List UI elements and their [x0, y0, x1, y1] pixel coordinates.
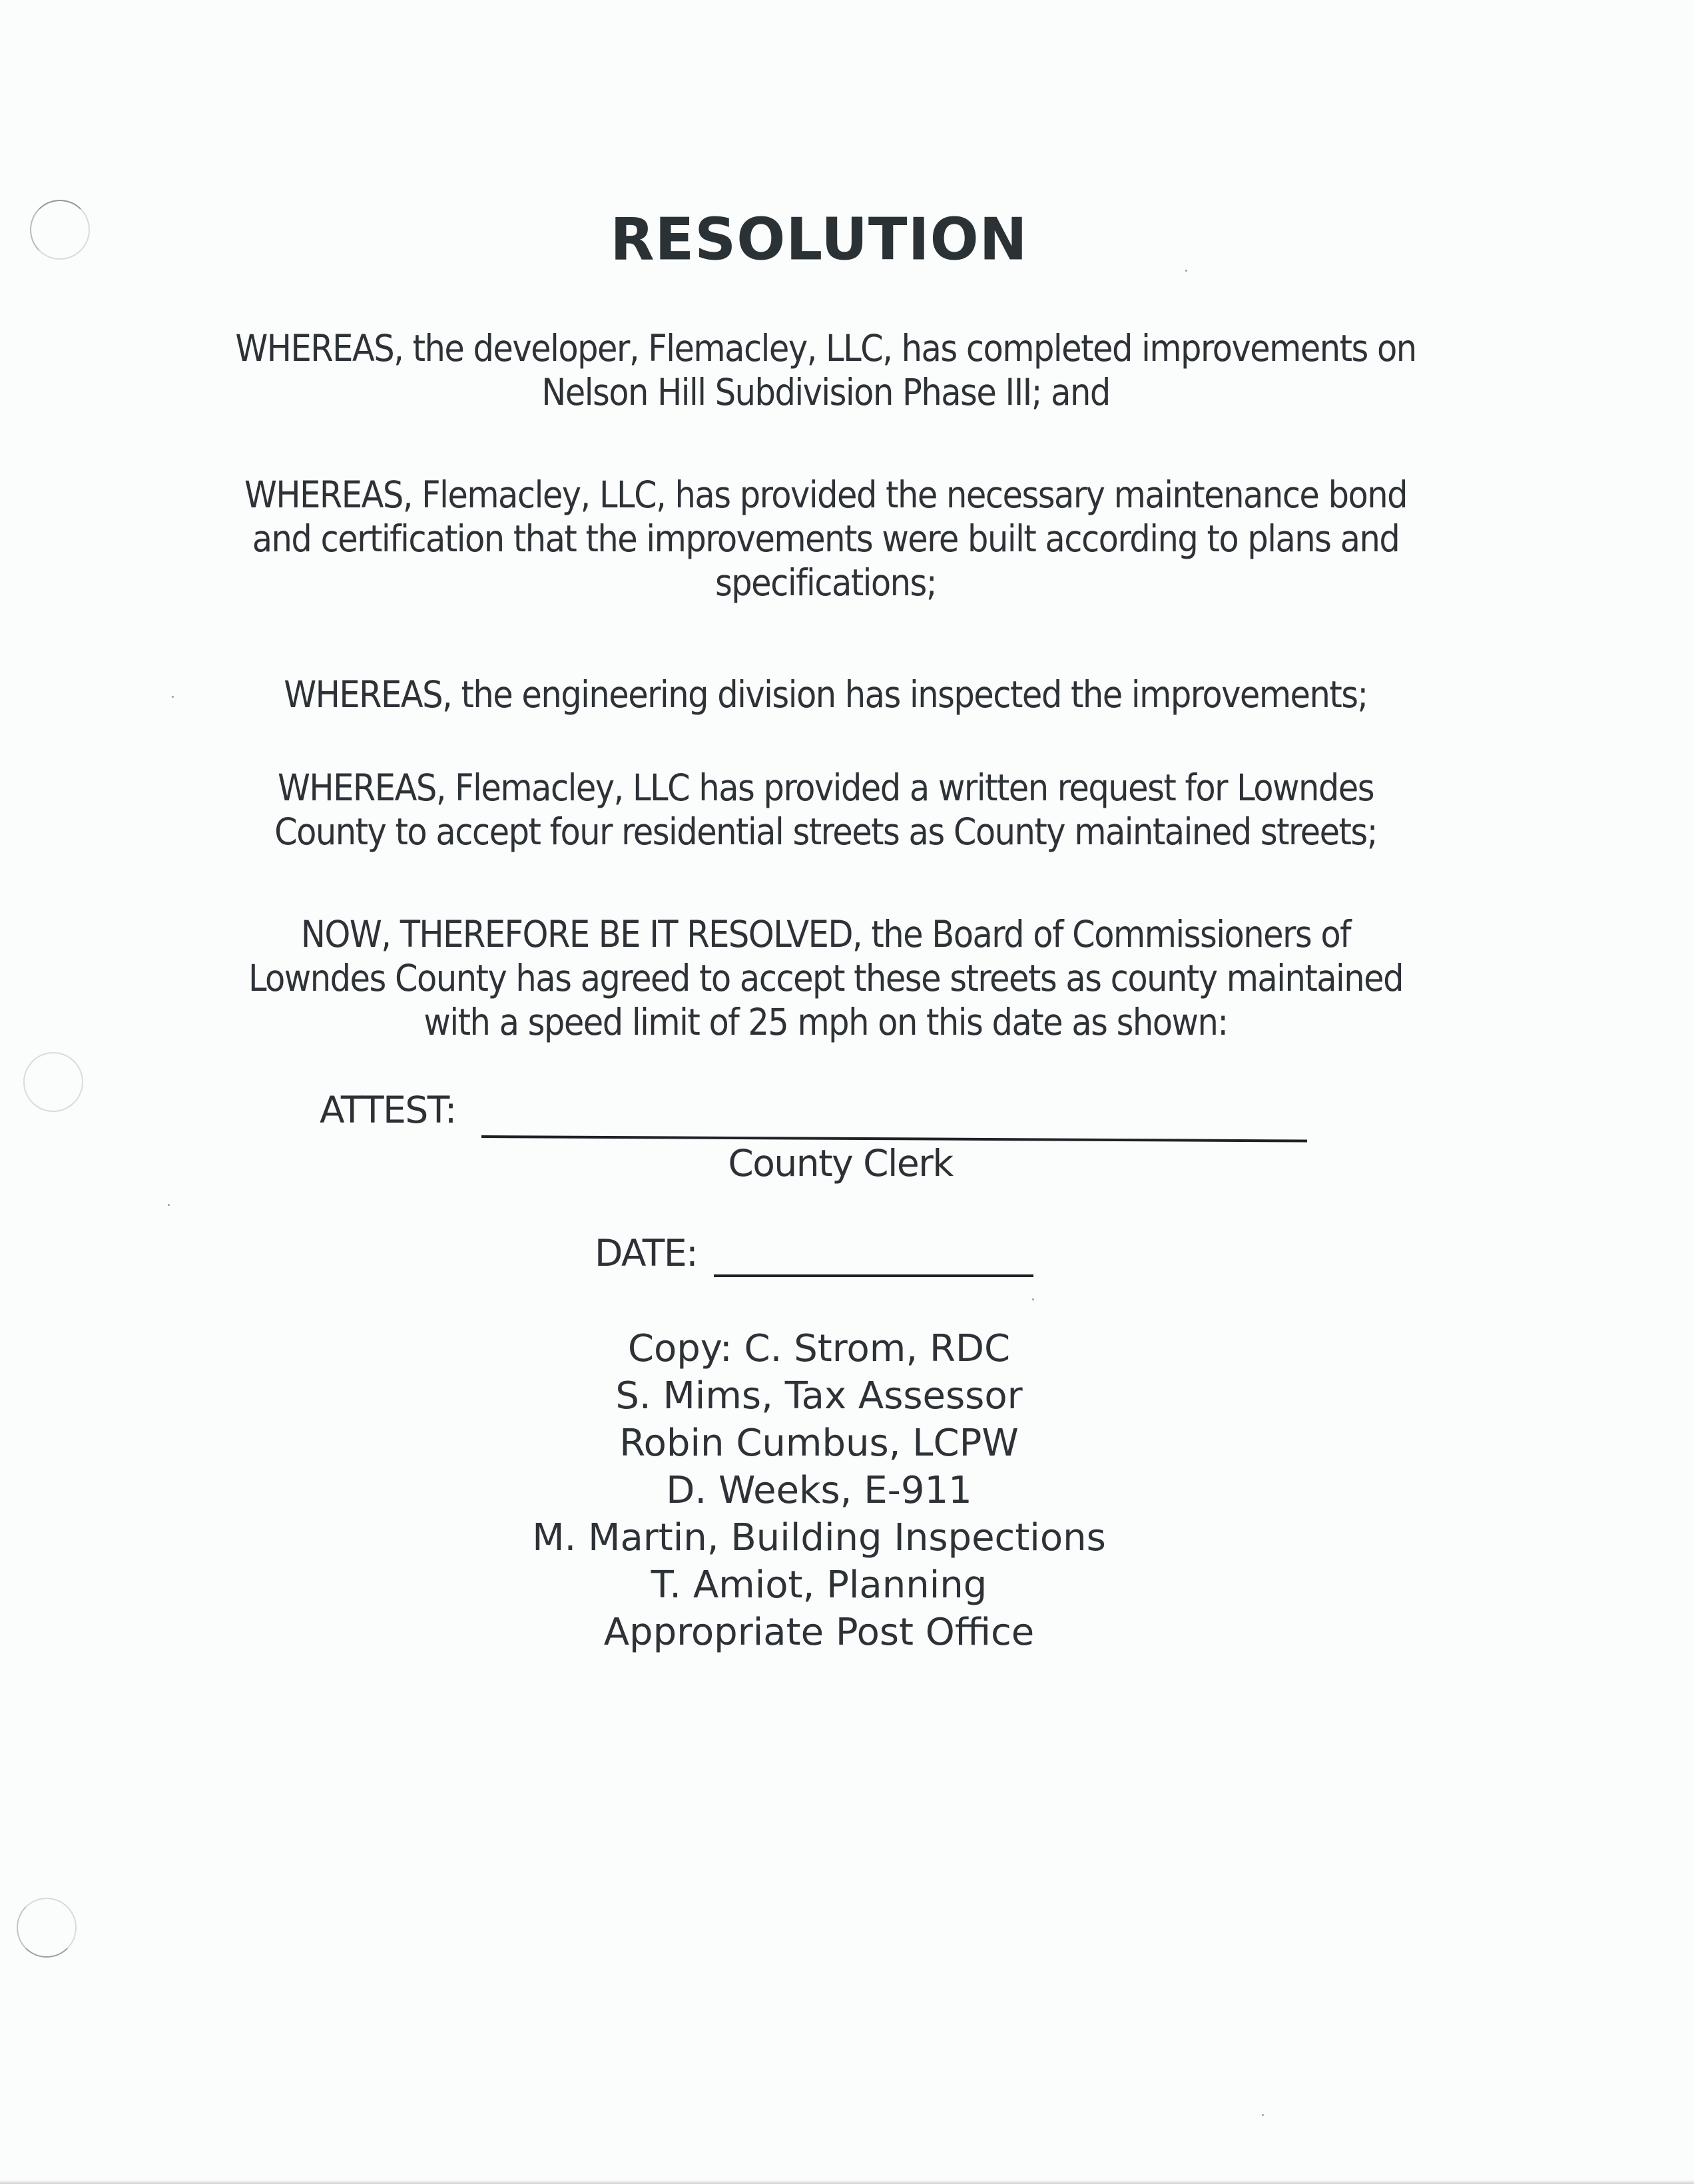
copy-recipient: Robin Cumbus, LCPW [619, 1422, 1019, 1465]
paragraph-line: Lowndes County has agreed to accept these streets as county maintained [248, 957, 1404, 999]
whereas-clause-4 [160, 766, 1492, 854]
paragraph-line: WHEREAS, Flemacley, LLC has provided a written request for Lowndes [277, 766, 1374, 809]
paragraph-line: Nelson Hill Subdivision Phase III; and [541, 371, 1110, 413]
attest-label: ATTEST: [320, 1089, 456, 1131]
scan-speck [1262, 2114, 1264, 2116]
paragraph-line: WHEREAS, the engineering division has inspected the improvements; [284, 673, 1368, 716]
punch-hole-middle [23, 1052, 83, 1112]
whereas-clause-2 [160, 473, 1492, 605]
date-blank-line [714, 1274, 1033, 1277]
copy-distribution-list [519, 1325, 1119, 1656]
copy-recipient: Appropriate Post Office [603, 1611, 1035, 1654]
whereas-clause-1 [160, 326, 1492, 414]
paragraph-line: with a speed limit of 25 mph on this date as shown: [424, 1001, 1228, 1043]
punch-hole-bottom [17, 1898, 77, 1958]
date-label: DATE: [595, 1232, 698, 1274]
signer-title: County Clerk [728, 1142, 953, 1185]
whereas-clause-3 [160, 673, 1492, 716]
copy-recipient: D. Weeks, E-911 [666, 1469, 972, 1512]
scan-speck [172, 696, 174, 698]
copy-recipient: S. Mims, Tax Assessor [615, 1374, 1023, 1418]
paragraph-line: WHEREAS, Flemacley, LLC, has provided the necessary maintenance bond [244, 473, 1408, 516]
paragraph-line: County to accept four residential streets as County maintained streets; [274, 810, 1377, 853]
scan-speck [1185, 270, 1187, 272]
scan-bottom-edge [0, 2180, 1694, 2184]
paragraph-line: NOW, THEREFORE BE IT RESOLVED, the Board of Commissioners of [300, 913, 1351, 956]
paragraph-line: and certification that the improvements were built according to plans and [252, 517, 1400, 560]
copy-recipient: Copy: C. Strom, RDC [627, 1327, 1011, 1370]
document-title: RESOLUTION [610, 206, 1028, 274]
copy-recipient: T. Amiot, Planning [651, 1563, 988, 1607]
scan-speck [168, 1204, 170, 1206]
resolved-clause [160, 912, 1492, 1044]
copy-recipient: M. Martin, Building Inspections [532, 1516, 1106, 1559]
attest-signature-line [481, 1135, 1307, 1142]
paragraph-line: specifications; [714, 561, 937, 604]
scan-speck [1032, 1298, 1034, 1300]
signer-title-wrapper [0, 1142, 1694, 1185]
paragraph-line: WHEREAS, the developer, Flemacley, LLC, has completed improvements on [235, 327, 1416, 370]
